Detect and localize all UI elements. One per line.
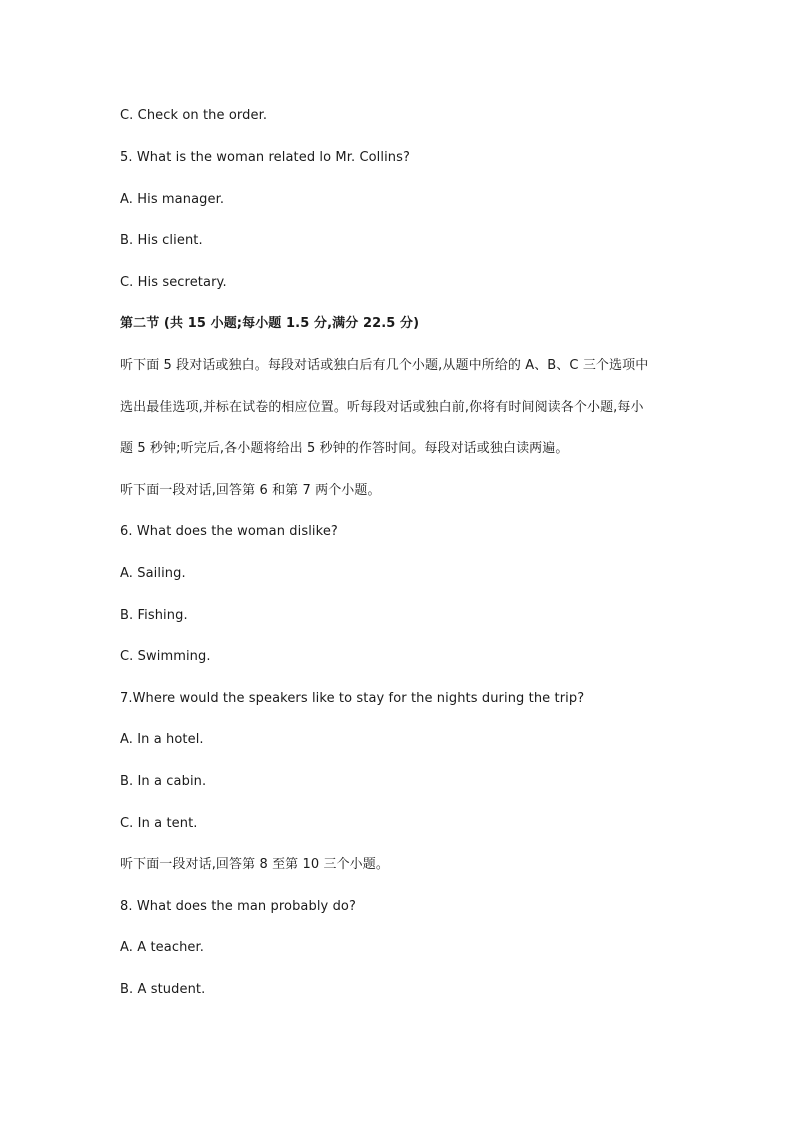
question-7: 7.Where would the speakers like to stay for the nights during the trip? bbox=[120, 691, 585, 706]
option-6c: C. Swimming. bbox=[120, 649, 211, 664]
option-5a: A. His manager. bbox=[120, 192, 225, 207]
instructions-line-2: 选出最佳选项,并标在试卷的相应位置。听每段对话或独白前,你将有时间阅读各个小题,每小 bbox=[120, 400, 644, 415]
instructions-line-3: 题 5 秒钟;听完后,各小题将给出 5 秒钟的作答时间。每段对话或独白读两遍。 bbox=[120, 441, 569, 456]
option-7c: C. In a tent. bbox=[120, 816, 198, 831]
section-heading: 第二节 (共 15 小题;每小题 1.5 分,满分 22.5 分) bbox=[120, 316, 420, 331]
dialogue-intro-6-7: 听下面一段对话,回答第 6 和第 7 两个小题。 bbox=[120, 483, 381, 498]
option-8b: B. A student. bbox=[120, 982, 206, 997]
question-5: 5. What is the woman related lo Mr. Collins? bbox=[120, 150, 411, 165]
option-7a: A. In a hotel. bbox=[120, 732, 204, 747]
option-6a: A. Sailing. bbox=[120, 566, 186, 581]
option-4c: C. Check on the order. bbox=[120, 108, 268, 123]
dialogue-intro-8-10: 听下面一段对话,回答第 8 至第 10 三个小题。 bbox=[120, 857, 389, 872]
instructions-line-1: 听下面 5 段对话或独白。每段对话或独白后有几个小题,从题中所给的 A、B、C 三个选项中 bbox=[120, 358, 649, 373]
option-5c: C. His secretary. bbox=[120, 275, 227, 290]
option-6b: B. Fishing. bbox=[120, 608, 188, 623]
option-7b: B. In a cabin. bbox=[120, 774, 207, 789]
question-6: 6. What does the woman dislike? bbox=[120, 524, 338, 539]
question-8: 8. What does the man probably do? bbox=[120, 899, 356, 914]
option-5b: B. His client. bbox=[120, 233, 203, 248]
option-8a: A. A teacher. bbox=[120, 940, 204, 955]
